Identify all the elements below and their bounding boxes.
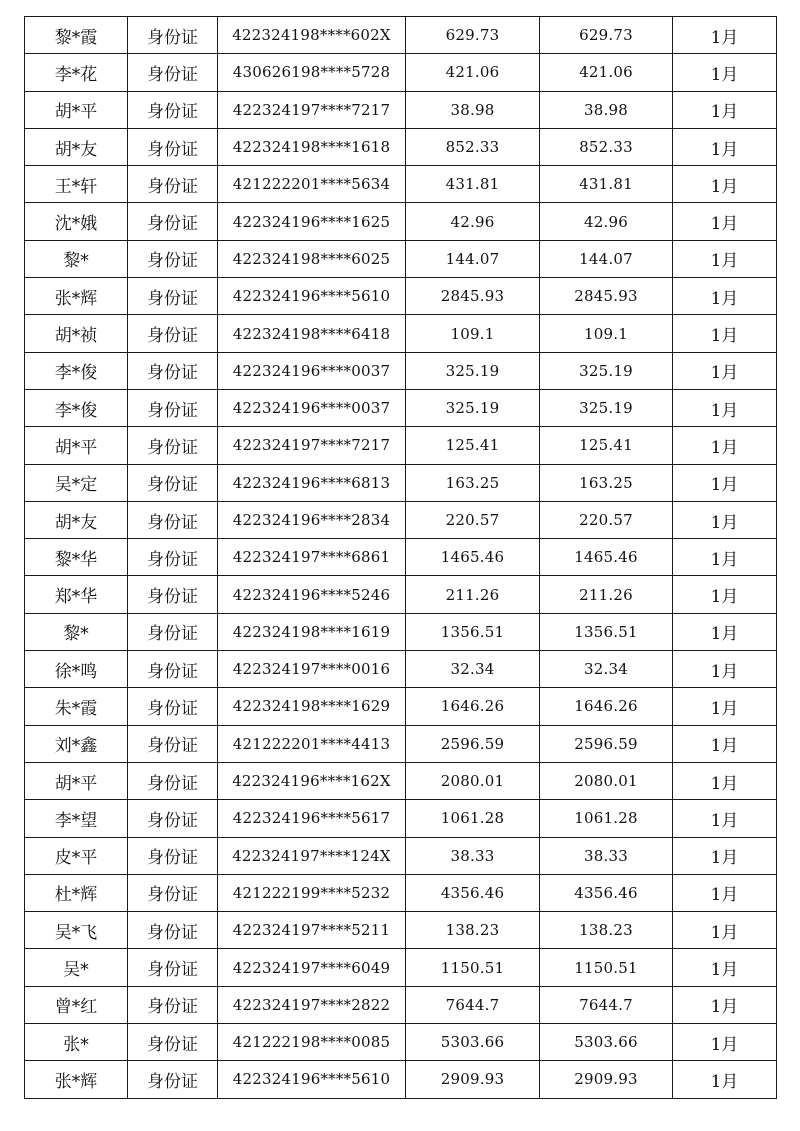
- person-name-cell: 吴*: [25, 949, 128, 986]
- table-row: [25, 91, 777, 128]
- person-name-cell: 黎*华: [25, 539, 128, 576]
- table-row: [25, 389, 777, 426]
- amount-cell: 852.33: [406, 128, 540, 165]
- amount-paid-cell: 42.96: [540, 203, 673, 240]
- id-type-cell: 身份证: [128, 427, 218, 464]
- id-number-cell: 422324198****6025: [218, 240, 406, 277]
- amount-cell: 163.25: [406, 464, 540, 501]
- month-cell: 1月: [673, 427, 777, 464]
- person-name-cell: 张*辉: [25, 1061, 128, 1098]
- id-type-cell: 身份证: [128, 203, 218, 240]
- month-cell: 1月: [673, 91, 777, 128]
- person-name-cell: 胡*友: [25, 501, 128, 538]
- table-row: [25, 166, 777, 203]
- amount-cell: 4356.46: [406, 874, 540, 911]
- amount-paid-cell: 2909.93: [540, 1061, 673, 1098]
- id-number-cell: 422324197****6049: [218, 949, 406, 986]
- table-row: [25, 912, 777, 949]
- id-type-cell: 身份证: [128, 464, 218, 501]
- id-number-cell: 422324198****1629: [218, 688, 406, 725]
- amount-paid-cell: 38.33: [540, 837, 673, 874]
- amount-paid-cell: 2596.59: [540, 725, 673, 762]
- table-row: [25, 874, 777, 911]
- id-number-cell: 422324196****0037: [218, 352, 406, 389]
- person-name-cell: 沈*娥: [25, 203, 128, 240]
- amount-paid-cell: 2080.01: [540, 762, 673, 799]
- table-row: [25, 576, 777, 613]
- id-type-cell: 身份证: [128, 352, 218, 389]
- table-row: [25, 613, 777, 650]
- id-type-cell: 身份证: [128, 315, 218, 352]
- table-row: [25, 240, 777, 277]
- amount-paid-cell: 4356.46: [540, 874, 673, 911]
- id-number-cell: 422324197****6861: [218, 539, 406, 576]
- id-number-cell: 422324198****6418: [218, 315, 406, 352]
- person-name-cell: 胡*平: [25, 762, 128, 799]
- id-number-cell: 422324197****7217: [218, 91, 406, 128]
- table-row: [25, 278, 777, 315]
- person-name-cell: 黎*: [25, 613, 128, 650]
- table-row: [25, 315, 777, 352]
- person-name-cell: 郑*华: [25, 576, 128, 613]
- month-cell: 1月: [673, 986, 777, 1023]
- id-type-cell: 身份证: [128, 166, 218, 203]
- id-type-cell: 身份证: [128, 874, 218, 911]
- amount-paid-cell: 325.19: [540, 352, 673, 389]
- table-row: [25, 762, 777, 799]
- month-cell: 1月: [673, 1061, 777, 1098]
- month-cell: 1月: [673, 912, 777, 949]
- id-number-cell: 421222199****5232: [218, 874, 406, 911]
- id-type-cell: 身份证: [128, 986, 218, 1023]
- id-number-cell: 422324196****5610: [218, 1061, 406, 1098]
- amount-paid-cell: 7644.7: [540, 986, 673, 1023]
- month-cell: 1月: [673, 501, 777, 538]
- amount-paid-cell: 1646.26: [540, 688, 673, 725]
- id-type-cell: 身份证: [128, 651, 218, 688]
- amount-cell: 211.26: [406, 576, 540, 613]
- table-row: [25, 427, 777, 464]
- month-cell: 1月: [673, 651, 777, 688]
- amount-paid-cell: 325.19: [540, 389, 673, 426]
- id-type-cell: 身份证: [128, 576, 218, 613]
- person-name-cell: 黎*: [25, 240, 128, 277]
- amount-cell: 431.81: [406, 166, 540, 203]
- amount-paid-cell: 38.98: [540, 91, 673, 128]
- id-number-cell: 422324198****1619: [218, 613, 406, 650]
- amount-cell: 5303.66: [406, 1024, 540, 1061]
- amount-cell: 2909.93: [406, 1061, 540, 1098]
- id-type-cell: 身份证: [128, 278, 218, 315]
- amount-cell: 144.07: [406, 240, 540, 277]
- amount-cell: 1356.51: [406, 613, 540, 650]
- month-cell: 1月: [673, 949, 777, 986]
- id-number-cell: 422324197****7217: [218, 427, 406, 464]
- table-row: [25, 837, 777, 874]
- month-cell: 1月: [673, 240, 777, 277]
- id-type-cell: 身份证: [128, 539, 218, 576]
- month-cell: 1月: [673, 315, 777, 352]
- amount-cell: 1646.26: [406, 688, 540, 725]
- person-name-cell: 胡*祯: [25, 315, 128, 352]
- table-row: [25, 464, 777, 501]
- amount-paid-cell: 421.06: [540, 54, 673, 91]
- id-type-cell: 身份证: [128, 762, 218, 799]
- id-number-cell: 421222201****5634: [218, 166, 406, 203]
- table-row: [25, 986, 777, 1023]
- id-number-cell: 422324198****1618: [218, 128, 406, 165]
- id-number-cell: 422324196****1625: [218, 203, 406, 240]
- person-name-cell: 曾*红: [25, 986, 128, 1023]
- amount-paid-cell: 125.41: [540, 427, 673, 464]
- id-type-cell: 身份证: [128, 240, 218, 277]
- person-name-cell: 张*辉: [25, 278, 128, 315]
- month-cell: 1月: [673, 613, 777, 650]
- id-type-cell: 身份证: [128, 800, 218, 837]
- amount-cell: 7644.7: [406, 986, 540, 1023]
- amount-paid-cell: 629.73: [540, 17, 673, 54]
- table-row: [25, 128, 777, 165]
- amount-paid-cell: 1061.28: [540, 800, 673, 837]
- id-type-cell: 身份证: [128, 613, 218, 650]
- id-type-cell: 身份证: [128, 688, 218, 725]
- amount-cell: 220.57: [406, 501, 540, 538]
- id-type-cell: 身份证: [128, 725, 218, 762]
- id-type-cell: 身份证: [128, 91, 218, 128]
- month-cell: 1月: [673, 576, 777, 613]
- amount-cell: 2080.01: [406, 762, 540, 799]
- id-type-cell: 身份证: [128, 501, 218, 538]
- table-row: [25, 1024, 777, 1061]
- person-name-cell: 刘*鑫: [25, 725, 128, 762]
- amount-paid-cell: 852.33: [540, 128, 673, 165]
- amount-cell: 1465.46: [406, 539, 540, 576]
- id-number-cell: 422324196****5610: [218, 278, 406, 315]
- id-number-cell: 422324197****2822: [218, 986, 406, 1023]
- amount-paid-cell: 1150.51: [540, 949, 673, 986]
- id-number-cell: 422324196****6813: [218, 464, 406, 501]
- table-row: [25, 352, 777, 389]
- table-row: [25, 725, 777, 762]
- id-number-cell: 422324197****124X: [218, 837, 406, 874]
- person-name-cell: 胡*友: [25, 128, 128, 165]
- amount-cell: 1150.51: [406, 949, 540, 986]
- amount-cell: 38.33: [406, 837, 540, 874]
- id-type-cell: 身份证: [128, 54, 218, 91]
- month-cell: 1月: [673, 352, 777, 389]
- id-type-cell: 身份证: [128, 837, 218, 874]
- id-type-cell: 身份证: [128, 1061, 218, 1098]
- amount-paid-cell: 5303.66: [540, 1024, 673, 1061]
- month-cell: 1月: [673, 278, 777, 315]
- month-cell: 1月: [673, 874, 777, 911]
- amount-cell: 42.96: [406, 203, 540, 240]
- amount-paid-cell: 138.23: [540, 912, 673, 949]
- table-row: [25, 800, 777, 837]
- month-cell: 1月: [673, 800, 777, 837]
- amount-paid-cell: 211.26: [540, 576, 673, 613]
- table-row: [25, 203, 777, 240]
- month-cell: 1月: [673, 837, 777, 874]
- id-number-cell: 422324196****5246: [218, 576, 406, 613]
- amount-cell: 2845.93: [406, 278, 540, 315]
- amount-paid-cell: 1465.46: [540, 539, 673, 576]
- amount-cell: 2596.59: [406, 725, 540, 762]
- month-cell: 1月: [673, 725, 777, 762]
- id-type-cell: 身份证: [128, 949, 218, 986]
- payment-records-table: [24, 16, 777, 1099]
- table-row: [25, 688, 777, 725]
- id-number-cell: 422324196****162X: [218, 762, 406, 799]
- month-cell: 1月: [673, 539, 777, 576]
- amount-paid-cell: 144.07: [540, 240, 673, 277]
- table-row: [25, 501, 777, 538]
- id-number-cell: 422324196****2834: [218, 501, 406, 538]
- amount-paid-cell: 431.81: [540, 166, 673, 203]
- amount-paid-cell: 2845.93: [540, 278, 673, 315]
- id-number-cell: 421222198****0085: [218, 1024, 406, 1061]
- person-name-cell: 皮*平: [25, 837, 128, 874]
- id-type-cell: 身份证: [128, 912, 218, 949]
- person-name-cell: 胡*平: [25, 91, 128, 128]
- person-name-cell: 杜*辉: [25, 874, 128, 911]
- id-number-cell: 430626198****5728: [218, 54, 406, 91]
- id-type-cell: 身份证: [128, 389, 218, 426]
- amount-cell: 629.73: [406, 17, 540, 54]
- month-cell: 1月: [673, 166, 777, 203]
- amount-cell: 32.34: [406, 651, 540, 688]
- person-name-cell: 李*望: [25, 800, 128, 837]
- person-name-cell: 黎*霞: [25, 17, 128, 54]
- amount-cell: 138.23: [406, 912, 540, 949]
- person-name-cell: 李*俊: [25, 389, 128, 426]
- amount-cell: 109.1: [406, 315, 540, 352]
- month-cell: 1月: [673, 203, 777, 240]
- amount-paid-cell: 163.25: [540, 464, 673, 501]
- id-number-cell: 422324196****5617: [218, 800, 406, 837]
- table-row: [25, 949, 777, 986]
- person-name-cell: 李*花: [25, 54, 128, 91]
- id-type-cell: 身份证: [128, 17, 218, 54]
- id-type-cell: 身份证: [128, 128, 218, 165]
- amount-cell: 325.19: [406, 352, 540, 389]
- id-number-cell: 422324196****0037: [218, 389, 406, 426]
- amount-cell: 1061.28: [406, 800, 540, 837]
- month-cell: 1月: [673, 1024, 777, 1061]
- table-row: [25, 17, 777, 54]
- person-name-cell: 王*轩: [25, 166, 128, 203]
- person-name-cell: 朱*霞: [25, 688, 128, 725]
- amount-paid-cell: 1356.51: [540, 613, 673, 650]
- table-row: [25, 54, 777, 91]
- month-cell: 1月: [673, 464, 777, 501]
- month-cell: 1月: [673, 128, 777, 165]
- amount-paid-cell: 109.1: [540, 315, 673, 352]
- amount-cell: 38.98: [406, 91, 540, 128]
- table-body: [25, 17, 777, 1099]
- person-name-cell: 吴*飞: [25, 912, 128, 949]
- person-name-cell: 张*: [25, 1024, 128, 1061]
- id-number-cell: 422324198****602X: [218, 17, 406, 54]
- id-type-cell: 身份证: [128, 1024, 218, 1061]
- month-cell: 1月: [673, 54, 777, 91]
- amount-paid-cell: 220.57: [540, 501, 673, 538]
- amount-cell: 325.19: [406, 389, 540, 426]
- month-cell: 1月: [673, 762, 777, 799]
- person-name-cell: 李*俊: [25, 352, 128, 389]
- month-cell: 1月: [673, 688, 777, 725]
- amount-paid-cell: 32.34: [540, 651, 673, 688]
- id-number-cell: 421222201****4413: [218, 725, 406, 762]
- month-cell: 1月: [673, 17, 777, 54]
- month-cell: 1月: [673, 389, 777, 426]
- person-name-cell: 胡*平: [25, 427, 128, 464]
- person-name-cell: 吴*定: [25, 464, 128, 501]
- person-name-cell: 徐*鸣: [25, 651, 128, 688]
- table-row: [25, 539, 777, 576]
- amount-cell: 125.41: [406, 427, 540, 464]
- table-row: [25, 1061, 777, 1098]
- amount-cell: 421.06: [406, 54, 540, 91]
- id-number-cell: 422324197****0016: [218, 651, 406, 688]
- table-row: [25, 651, 777, 688]
- id-number-cell: 422324197****5211: [218, 912, 406, 949]
